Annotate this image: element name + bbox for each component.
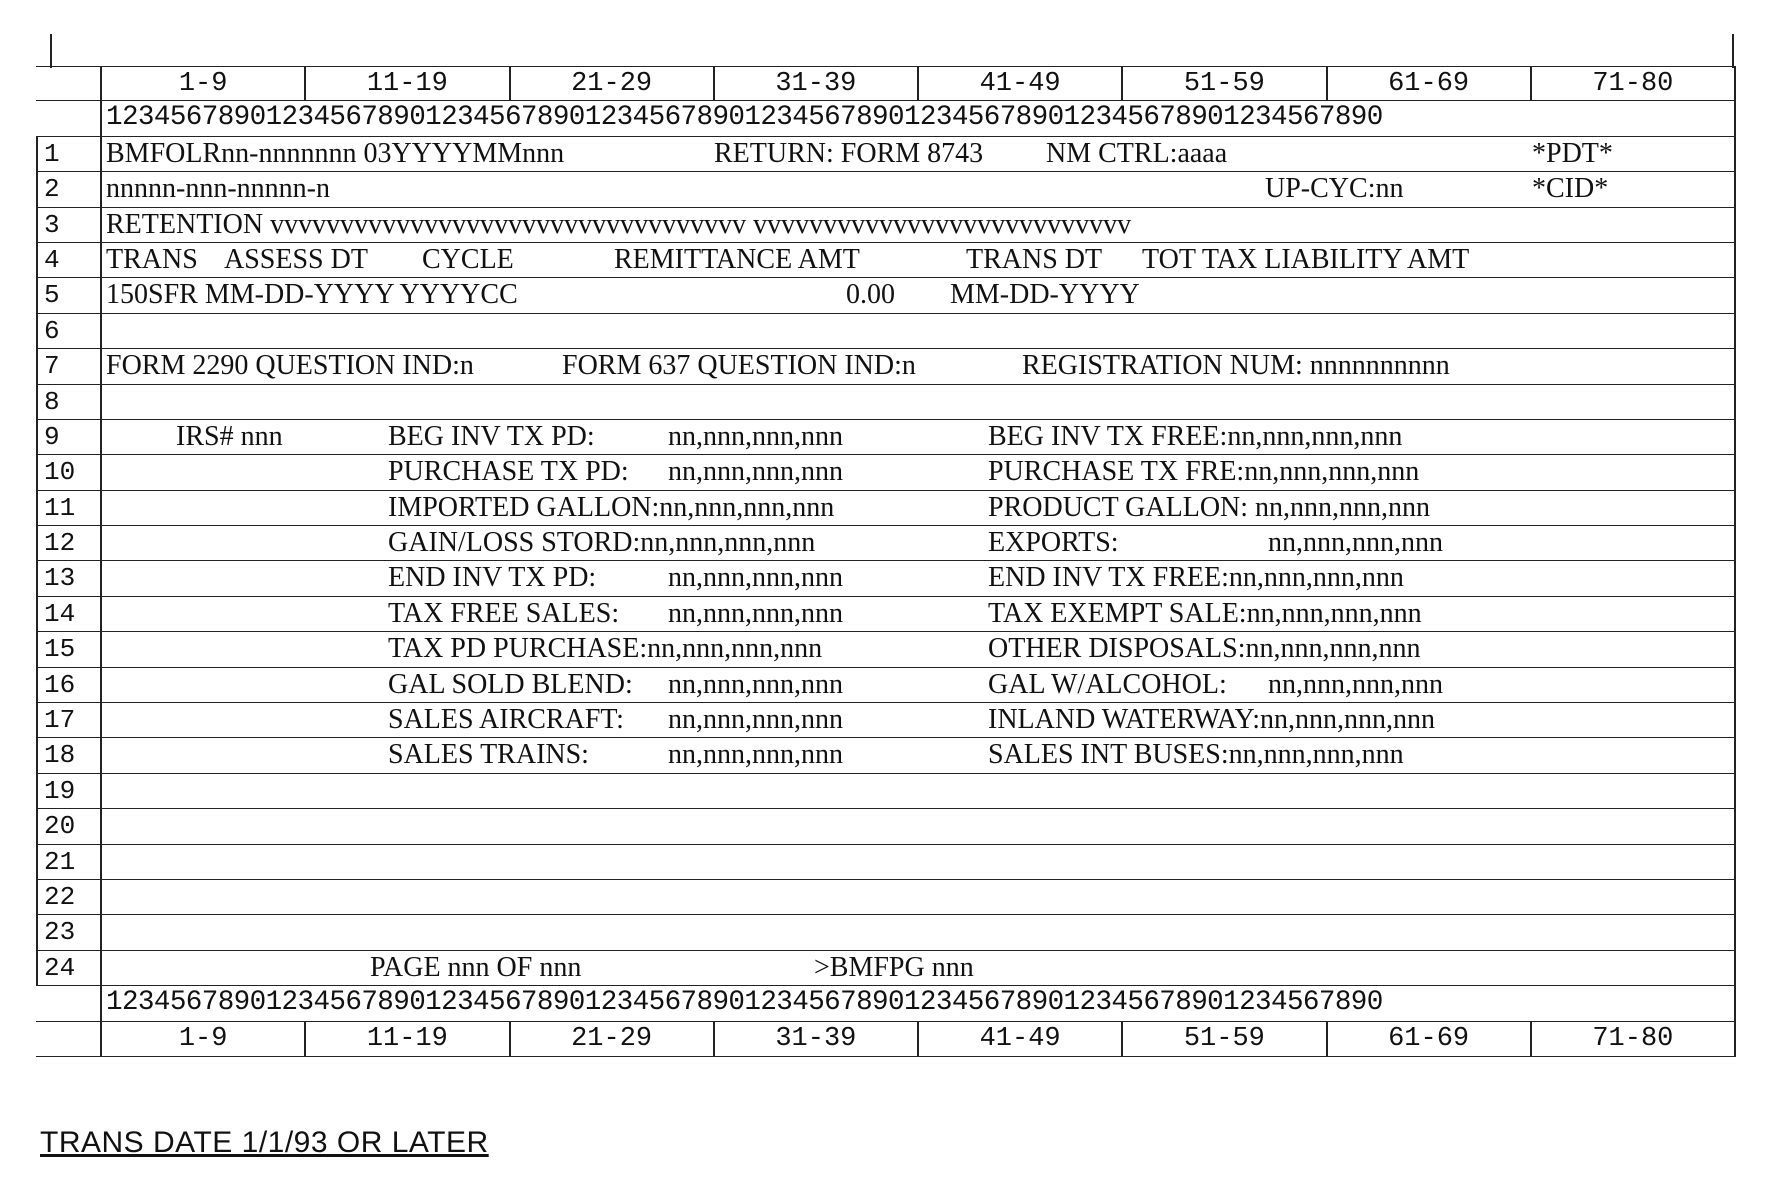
ruler-column-label: 51-59: [1123, 1022, 1327, 1056]
field-text: >BMFPG nnn: [814, 951, 974, 983]
field-text: END INV TX PD:: [388, 562, 597, 594]
field-text: REMITTANCE AMT: [614, 243, 860, 275]
field-text: PRODUCT GALLON: nn,nnn,nnn,nnn: [988, 491, 1431, 523]
line-content: [102, 420, 1736, 454]
field-text: 0.00: [846, 279, 895, 311]
screen-line: [36, 561, 1736, 596]
screen-line: [36, 137, 1736, 172]
field-text: GAL W/ALCOHOL:: [988, 668, 1227, 700]
line-content: [102, 349, 1736, 383]
line-number: 8: [36, 385, 102, 419]
digit-ruler-text: 12345678901234567890123456789012345678901234567890123456789012345678901234567890: [102, 986, 1736, 1020]
line-content: [102, 385, 1736, 419]
line-content: [102, 455, 1736, 489]
ruler-column-label: 21-29: [511, 1022, 715, 1056]
screen-line: [36, 208, 1736, 243]
line-number: 17: [36, 703, 102, 737]
line-number: 15: [36, 632, 102, 666]
field-text: BEG INV TX FREE:nn,nnn,nnn,nnn: [988, 420, 1403, 452]
line-content: [102, 597, 1736, 631]
line-content: [102, 845, 1736, 879]
screen-line: [36, 278, 1736, 313]
field-text: SALES AIRCRAFT:: [388, 704, 624, 736]
field-text: PAGE nnn OF nnn: [370, 951, 582, 983]
field-text: nn,nnn,nnn,nnn: [1268, 527, 1443, 559]
column-ruler-top: [36, 66, 1736, 101]
screen-line: [36, 349, 1736, 384]
field-text: GAL SOLD BLEND:: [388, 668, 633, 700]
field-text: TAX FREE SALES:: [388, 597, 620, 629]
line-number: 21: [36, 845, 102, 879]
screen-line: [36, 172, 1736, 207]
line-number: 3: [36, 208, 102, 242]
field-text: TRANS DT: [966, 243, 1103, 275]
field-text: INLAND WATERWAY:nn,nnn,nnn,nnn: [988, 704, 1435, 736]
line-content: [102, 278, 1736, 312]
field-text: UP-CYC:nn: [1265, 173, 1404, 205]
field-text: nn,nnn,nnn,nnn: [668, 668, 843, 700]
line-number: 4: [36, 243, 102, 277]
screen-line: [36, 455, 1736, 490]
screen-line: [36, 738, 1736, 773]
line-number: 20: [36, 809, 102, 843]
ruler-column-label: 41-49: [919, 1022, 1123, 1056]
field-text: RETURN: FORM 8743: [714, 137, 984, 169]
screen-line: [36, 314, 1736, 349]
ruler-column-label: 11-19: [306, 1022, 510, 1056]
screen-line: [36, 491, 1736, 526]
line-content: [102, 668, 1736, 702]
line-number: 9: [36, 420, 102, 454]
line-number: 10: [36, 455, 102, 489]
digit-ruler-top: [36, 101, 1736, 136]
line-number: 16: [36, 668, 102, 702]
field-text: *CID*: [1532, 173, 1609, 205]
field-text: GAIN/LOSS STORD:nn,nnn,nnn,nnn: [388, 527, 816, 559]
ruler-column-label: 71-80: [1592, 1023, 1674, 1054]
top-left-guide-line: [50, 34, 52, 68]
line-number: 1: [36, 137, 102, 171]
line-number: 22: [36, 880, 102, 914]
line-content: [102, 632, 1736, 666]
field-text: nn,nnn,nnn,nnn: [668, 420, 843, 452]
line-content: [102, 880, 1736, 914]
ruler-column-label: 31-39: [715, 1022, 919, 1056]
field-text: *PDT*: [1532, 137, 1613, 169]
field-text: REGISTRATION NUM: nnnnnnnnnn: [1022, 350, 1450, 382]
line-number: 24: [36, 951, 102, 985]
field-text: TAX PD PURCHASE:nn,nnn,nnn,nnn: [388, 633, 823, 665]
field-text: MM-DD-YYYY: [950, 279, 1140, 311]
line-number: 13: [36, 561, 102, 595]
ruler-column-label: 61-69: [1328, 1022, 1532, 1056]
screen-line: [36, 668, 1736, 703]
screen-line: [36, 632, 1736, 667]
field-text: RETENTION vvvvvvvvvvvvvvvvvvvvvvvvvvvvvvvvvv vvvvvvvvvvvvvvvvvvvvvvvvvvv: [106, 208, 1132, 240]
field-text: PURCHASE TX FRE:nn,nnn,nnn,nnn: [988, 456, 1420, 488]
line-content: [102, 915, 1736, 949]
field-text: BEG INV TX PD:: [388, 420, 595, 452]
ruler-column-label: 41-49: [919, 67, 1123, 100]
line-number: 7: [36, 349, 102, 383]
line-content: [102, 738, 1736, 772]
digit-ruler-bottom: [36, 986, 1736, 1021]
field-text: IMPORTED GALLON:nn,nnn,nnn,nnn: [388, 491, 835, 523]
screen-line: [36, 243, 1736, 278]
ruler-column-label: 61-69: [1328, 67, 1532, 100]
line-number: 19: [36, 774, 102, 808]
field-text: nn,nnn,nnn,nnn: [668, 704, 843, 736]
line-number: 14: [36, 597, 102, 631]
field-text: IRS# nnn: [176, 420, 283, 452]
line-number: 12: [36, 526, 102, 560]
field-text: FORM 637 QUESTION IND:n: [562, 350, 916, 382]
line-content: [102, 526, 1736, 560]
line-content: [102, 172, 1736, 206]
line-content: [102, 561, 1736, 595]
line-content: [102, 208, 1736, 242]
line-content: [102, 951, 1736, 985]
trans-date-footnote: TRANS DATE 1/1/93 OR LATER: [40, 1126, 489, 1159]
line-content: [102, 243, 1736, 277]
column-ruler-bottom: [36, 1022, 1736, 1057]
line-number: 6: [36, 314, 102, 348]
field-text: PURCHASE TX PD:: [388, 456, 629, 488]
line-content: [102, 314, 1736, 348]
field-text: nnnnn-nnn-nnnnn-n: [106, 173, 330, 205]
screen-line: [36, 385, 1736, 420]
line-content: [102, 491, 1736, 525]
field-text: TOT TAX LIABILITY AMT: [1142, 243, 1470, 275]
screen-line: [36, 526, 1736, 561]
field-text: TAX EXEMPT SALE:nn,nnn,nnn,nnn: [988, 597, 1422, 629]
ruler-column-label: 1-9: [102, 67, 306, 100]
line-number: 5: [36, 278, 102, 312]
line-number: 23: [36, 915, 102, 949]
digit-ruler-text: 12345678901234567890123456789012345678901234567890123456789012345678901234567890: [102, 101, 1736, 135]
line-content: [102, 774, 1736, 808]
screen-line: [36, 845, 1736, 880]
screen-line: [36, 951, 1736, 986]
field-text: nn,nnn,nnn,nnn: [668, 597, 843, 629]
field-text: EXPORTS:: [988, 527, 1119, 559]
screen-line: [36, 703, 1736, 738]
screen-line: [36, 915, 1736, 950]
screen-line: [36, 809, 1736, 844]
field-text: nn,nnn,nnn,nnn: [668, 739, 843, 771]
ruler-column-label: 51-59: [1123, 67, 1327, 100]
field-text: ASSESS DT: [224, 243, 368, 275]
line-content: [102, 137, 1736, 171]
field-text: TRANS: [106, 243, 198, 275]
screen-line: [36, 597, 1736, 632]
field-text: CYCLE: [422, 243, 514, 275]
top-right-guide-line: [1732, 34, 1734, 68]
field-text: SALES TRAINS:: [388, 739, 589, 771]
field-text: NM CTRL:aaaa: [1046, 137, 1228, 169]
ruler-column-label: 11-19: [306, 67, 510, 100]
screen-line: [36, 420, 1736, 455]
ruler-column-label: 21-29: [511, 67, 715, 100]
field-text: nn,nnn,nnn,nnn: [668, 456, 843, 488]
screen-line: [36, 880, 1736, 915]
field-text: nn,nnn,nnn,nnn: [668, 562, 843, 594]
field-text: SALES INT BUSES:nn,nnn,nnn,nnn: [988, 739, 1404, 771]
ruler-column-label: 1-9: [102, 1022, 306, 1056]
line-number: 18: [36, 738, 102, 772]
field-text: OTHER DISPOSALS:nn,nnn,nnn,nnn: [988, 633, 1421, 665]
ruler-column-label: 31-39: [715, 67, 919, 100]
field-text: END INV TX FREE:nn,nnn,nnn,nnn: [988, 562, 1404, 594]
screen-line: [36, 774, 1736, 809]
field-text: FORM 2290 QUESTION IND:n: [106, 350, 474, 382]
bmfol-screen-layout: [36, 66, 1736, 1057]
ruler-column-label: 71-80: [1592, 69, 1674, 99]
line-content: [102, 809, 1736, 843]
line-content: [102, 703, 1736, 737]
line-number: 2: [36, 172, 102, 206]
line-number: 11: [36, 491, 102, 525]
field-text: BMFOLRnn-nnnnnnn 03YYYYMMnnn: [106, 137, 565, 169]
field-text: nn,nnn,nnn,nnn: [1268, 668, 1443, 700]
field-text: 150SFR MM-DD-YYYY YYYYCC: [106, 279, 518, 311]
